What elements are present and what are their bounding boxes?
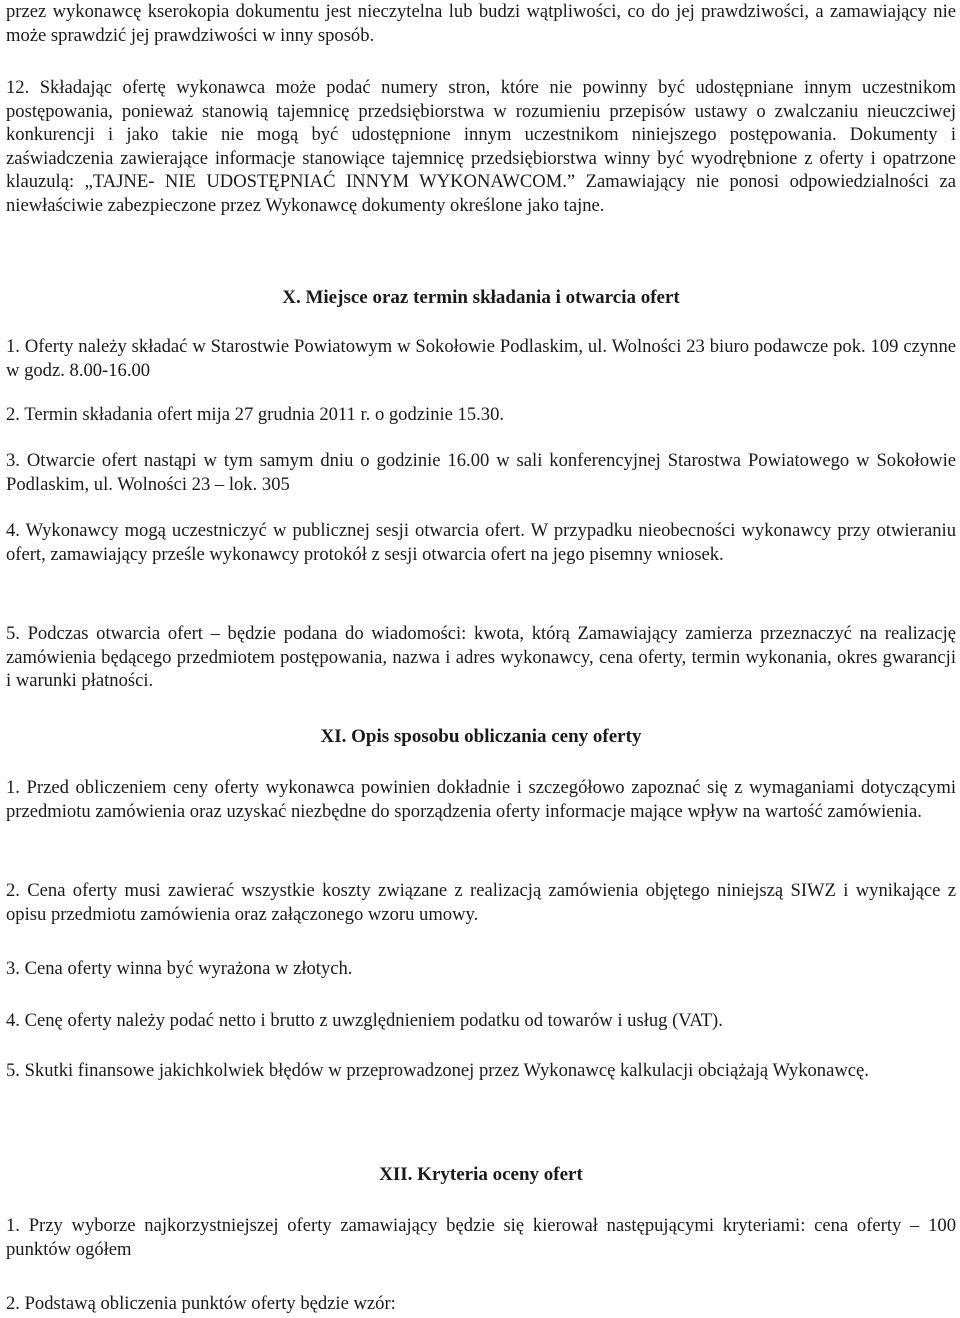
section-x-item-5: 5. Podczas otwarcia ofert – będzie podana do wiadomości: kwota, którą Zamawiający zamierza przeznaczyć na realizację zamówienia będącego przedmiotem postępowania, nazwa i adres wykonawcy, cena oferty, termin wykonania, okres gwarancji i warunki płatności. <box>6 623 956 692</box>
section-xii-heading: XII. Kryteria oceny ofert <box>379 1164 583 1185</box>
section-xi-item-2: 2. Cena oferty musi zawierać wszystkie koszty związane z realizacją zamówienia objętego niniejszą SIWZ i wynikające z opisu przedmiotu zamówienia oraz załączonego wzoru umowy. <box>6 880 956 925</box>
section-x-item-4: 4. Wykonawcy mogą uczestniczyć w publicznej sesji otwarcia ofert. W przypadku nieobecności wykonawcy przy otwieraniu ofert, zamawiający prześle wykonawcy protokół z sesji otwarcia ofert na jego pisemny wniosek. <box>6 520 956 565</box>
section-xi-item-3: 3. Cena oferty winna być wyrażona w złotych. <box>6 958 353 979</box>
section-xi-item-5: 5. Skutki finansowe jakichkolwiek błędów w przeprowadzonej przez Wykonawcę kalkulacji obciążają Wykonawcę. <box>6 1060 869 1081</box>
section-xi-item-4: 4. Cenę oferty należy podać netto i brutto z uwzględnieniem podatku od towarów i usług (VAT). <box>6 1010 723 1031</box>
section-x-item-3: 3. Otwarcie ofert nastąpi w tym samym dniu o godzinie 16.00 w sali konferencyjnej Starostwa Powiatowego w Sokołowie Podlaskim, ul. Wolności 23 – lok. 305 <box>6 450 956 495</box>
section-xii-item-2: 2. Podstawą obliczenia punktów oferty będzie wzór: <box>6 1293 396 1314</box>
section-x-item-2: 2. Termin składania ofert mija 27 grudnia 2011 r. o godzinie 15.30. <box>6 404 505 425</box>
section-xi-item-1: 1. Przed obliczeniem ceny oferty wykonawca powinien dokładnie i szczegółowo zapoznać się z wymaganiami dotyczącymi przedmiotu zamówienia oraz uzyskać niezbędne do sporządzenia oferty informacje mające wpływ na wartość zamówienia. <box>6 777 956 822</box>
continuation-paragraph: przez wykonawcę kserokopia dokumentu jest nieczytelna lub budzi wątpliwości, co do jej prawdziwości, a zamawiający nie może sprawdzić jej prawdziwości w inny sposób. <box>6 1 956 46</box>
section-xi-heading: XI. Opis sposobu obliczania ceny oferty <box>320 726 642 747</box>
paragraph-12: 12. Składając ofertę wykonawca może podać numery stron, które nie powinny być udostępniane innym uczestnikom postępowania, ponieważ stanowią tajemnicę przedsiębiorstwa w rozumieniu przepisów ustawy o zwalczaniu nieuczciwej konkurencji i jako takie nie mogą być udostępnione innym uczestnikom niniejszego postępowania. Dokumenty i zaświadczenia zawierające informacje stanowiące tajemnicę przedsiębiorstwa winny być wyodrębnione z oferty i opatrzone klauzulą: „TAJNE- NIE UDOSTĘPNIAĆ INNYM WYKONAWCOM.” Zamawiający nie ponosi odpowiedzialności za niewłaściwie zabezpieczone przez Wykonawcę dokumenty określone jako tajne. <box>6 77 956 216</box>
section-x-item-1: 1. Oferty należy składać w Starostwie Powiatowym w Sokołowie Podlaskim, ul. Wolności 23 biuro podawcze pok. 109 czynne w godz. 8.00-16.00 <box>6 336 956 381</box>
section-x-heading: X. Miejsce oraz termin składania i otwarcia ofert <box>282 287 680 308</box>
section-xii-item-1: 1. Przy wyborze najkorzystniejszej oferty zamawiający będzie się kierował następującymi kryteriami: cena oferty – 100 punktów ogółem <box>6 1215 956 1260</box>
